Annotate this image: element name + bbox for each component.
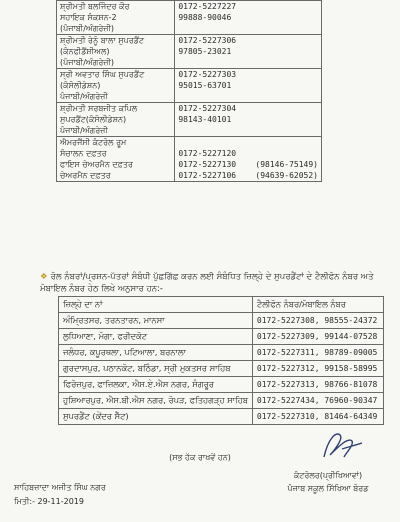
contact-name-line: (ਕੰਸੋਲੀਡੇਸ਼ਨ) [60,81,101,90]
contact-row [57,1,322,35]
rights-reserved: (ਸਭ ਹੱਕ ਰਾਖਵੇਂ ਹਨ) [169,453,231,462]
contact-name-cell [57,103,175,137]
district-name-cell: ਸੁਪਰਡੈਂਟ (ਕੇਂਦਰ ਸੈੱਟ) [59,409,253,425]
contact-name-line: ਸ਼੍ਰੀਮਤੀ ਰੇਨੂੰ ਬਾਲਾ ਸੁਪਰਡੈਂਟ [60,36,145,45]
contact-phone-line: 99888-90046 [178,13,232,22]
contact-phone-line: 0172-5227130 (98146-75149) [178,160,318,169]
contact-name-line: ਸ਼੍ਰੀਮਤੀ ਸਰਬਜੀਤ ਕਪਿਲ [60,104,138,113]
district-table-header [59,297,384,313]
district-phone-cell: 0172-5227434, 76960-90347 [252,393,383,409]
contact-name-line: ਪੰਜਾਬੀ/ਅੰਗਰੇਜ਼ੀ [60,92,108,101]
contact-phone-line: 0172-5227120 [178,149,237,158]
district-row [59,313,384,329]
district-row [59,329,384,345]
contact-name-line: ਐਮਰਜੈਂਸੀ ਕੰਟਰੋਲ ਰੂਮ [60,138,127,147]
contact-phone-cell [175,137,322,182]
phone-header-cell: ਟੈਲੀਫੋਨ ਨੰਬਰ/ਮੋਬਾਇਲ ਨੰਬਰ [252,297,383,313]
district-name-cell: ਫਿਰੋਜ਼ਪੁਰ, ਫਾਜ਼ਿਲਕਾ, ਐਸ.ਏ.ਐਸ ਨਗਰ, ਸੰਗਰੂਰ [59,377,253,393]
district-phone-cell: 0172-5227309, 99144-07528 [252,329,383,345]
footer-designation: ਕੰਟਰੋਲਰ(ਪ੍ਰੀਖਿਆਵਾਂ) [293,471,363,480]
contact-phone-cell [175,35,322,69]
contact-phone-line: 0172-5227304 [178,104,237,113]
contact-name-line: ਚੇਅਰਮੈਨ ਦਫ਼ਤਰ [60,171,111,180]
bullet-icon: ❖ [40,272,48,282]
contact-phone-line: 97805-23021 [178,47,232,56]
district-name-cell: ਅੰਮ੍ਰਿਤਸਰ, ਤਰਨਤਾਰਨ, ਮਾਨਸਾ [59,313,253,329]
contact-row [57,35,322,69]
contact-name-cell [57,137,175,182]
footer-left [14,481,106,509]
contact-name-line: ਸ੍ਰੀ ਅਵਤਾਰ ਸਿੰਘ ਸੁਪਰਡੈਂਟ [60,70,145,79]
contact-name-line: (ਪੰਜਾਬੀ/ਅੰਗਰੇਜ਼ੀ) [60,24,115,33]
contact-phone-line: 0172-5227306 [178,36,237,45]
district-phone-cell: 0172-5227313, 98766-81078 [252,377,383,393]
note-text: ਰੋਲ ਨੰਬਰਾਂ/ਪ੍ਰਸ਼ਨ-ਪੱਤਰਾਂ ਸੰਬੰਧੀ ਪੁੱਛਗਿੱਛ ਕਰਨ ਲਈ ਸੰਬੰਧਿਤ ਜ਼ਿਲ੍ਹੇ ਦੇ ਸੁਪਰਡੈਂਟਾਂ ਦੇ ਟੈਲੀਫੋਨ ਨੰਬਰ ਅਤੇ ਮੋਬਾਇਲ ਨੰਬਰ ਹੇਠ ਲਿਖੇ ਅਨੁਸਾਰ ਹਨ:- [40,272,374,294]
contact-row [57,137,322,182]
contact-phone-cell [175,1,322,35]
contact-phone-cell [175,103,322,137]
district-name-cell: ਹੁਸ਼ਿਆਰਪੁਰ, ਐਸ.ਬੀ.ਐਸ ਨਗਰ, ਰੋਪੜ, ਫਤਿਹਗੜ੍ਹ ਸਾਹਿਬ [59,393,253,409]
contact-table [56,0,322,182]
district-header-cell: ਜ਼ਿਲ੍ਹੇ ਦਾ ਨਾਂ [59,297,253,313]
contact-name-line: ਸੁਪਰਡੈਂਟ(ਕੰਸੋਲੀਡੇਸ਼ਨ) [60,115,127,124]
contact-phone-line: 0172-5227303 [178,70,237,79]
contact-phone-line: 95015-63701 [178,81,232,90]
note-paragraph [40,271,380,295]
contact-name-line: ਸੰਚਾਲਨ ਦਫ਼ਤਰ [60,149,107,158]
district-name-cell: ਗੁਰਦਾਸਪੁਰ, ਪਠਾਨਕੋਟ, ਬਠਿੰਡਾ, ਸ੍ਰੀ ਮੁਕਤਸਰ ਸਾਹਿਬ [59,361,253,377]
district-row [59,409,384,425]
district-row [59,393,384,409]
contact-name-line: (ਕੰਨਫੀਡੈਂਸ਼ੀਅਲ) [60,47,110,56]
district-name-cell: ਜਲੰਧਰ, ਕਪੂਰਥਲਾ, ਪਟਿਆਲਾ, ਬਰਨਾਲਾ [59,345,253,361]
contact-name-cell [57,35,175,69]
contact-name-cell [57,69,175,103]
contact-name-line: ਪੰਜਾਬੀ/ਅੰਗਰੇਜ਼ੀ [60,126,108,135]
contact-row [57,103,322,137]
footer-right [268,469,388,495]
contact-phone-line: 98143-40101 [178,115,232,124]
district-row [59,345,384,361]
district-phone-cell: 0172-5227311, 98789-09005 [252,345,383,361]
contact-row [57,69,322,103]
contact-phone-line: 0172-5227106 (94639-62052) [178,171,318,180]
contact-phone-line: 0172-5227227 [178,2,237,11]
contact-name-line: ਫਾਇਸ ਚੇਅਰਮੈਨ ਦਫ਼ਤਰ [60,160,133,169]
district-name-cell: ਲੁਧਿਆਣਾ, ਮੋਗਾ, ਫਰੀਦਕੋਟ [59,329,253,345]
contact-name-line: ਸ਼੍ਰੀਮਤੀ ਬਲਜਿੰਦਰ ਕੌਰ [60,2,130,11]
district-phone-cell: 0172-5227310, 81464-64349 [252,409,383,425]
district-row [59,361,384,377]
district-phone-cell: 0172-5227312, 99158-58995 [252,361,383,377]
contact-name-cell [57,1,175,35]
district-row [59,377,384,393]
district-phone-cell: 0172-5227308, 98555-24372 [252,313,383,329]
footer-org: ਪੰਜਾਬ ਸਕੂਲ ਸਿੱਖਿਆ ਬੋਰਡ [287,484,369,493]
footer-place: ਸਾਹਿਬਜ਼ਾਦਾ ਅਜੀਤ ਸਿੰਘ ਨਗਰ [14,483,106,492]
district-table [58,296,384,425]
contact-name-line: (ਪੰਜਾਬੀ/ਅੰਗਰੇਜ਼ੀ) [60,58,115,67]
contact-phone-cell [175,69,322,103]
footer-date: ਮਿਤੀ:- 29-11-2019 [14,497,84,506]
signature-icon [318,427,364,465]
contact-name-line: ਸਹਾਇਕ ਸੰਕਸ਼ਨ-2 [60,13,117,22]
contact-phone-line [178,137,318,148]
